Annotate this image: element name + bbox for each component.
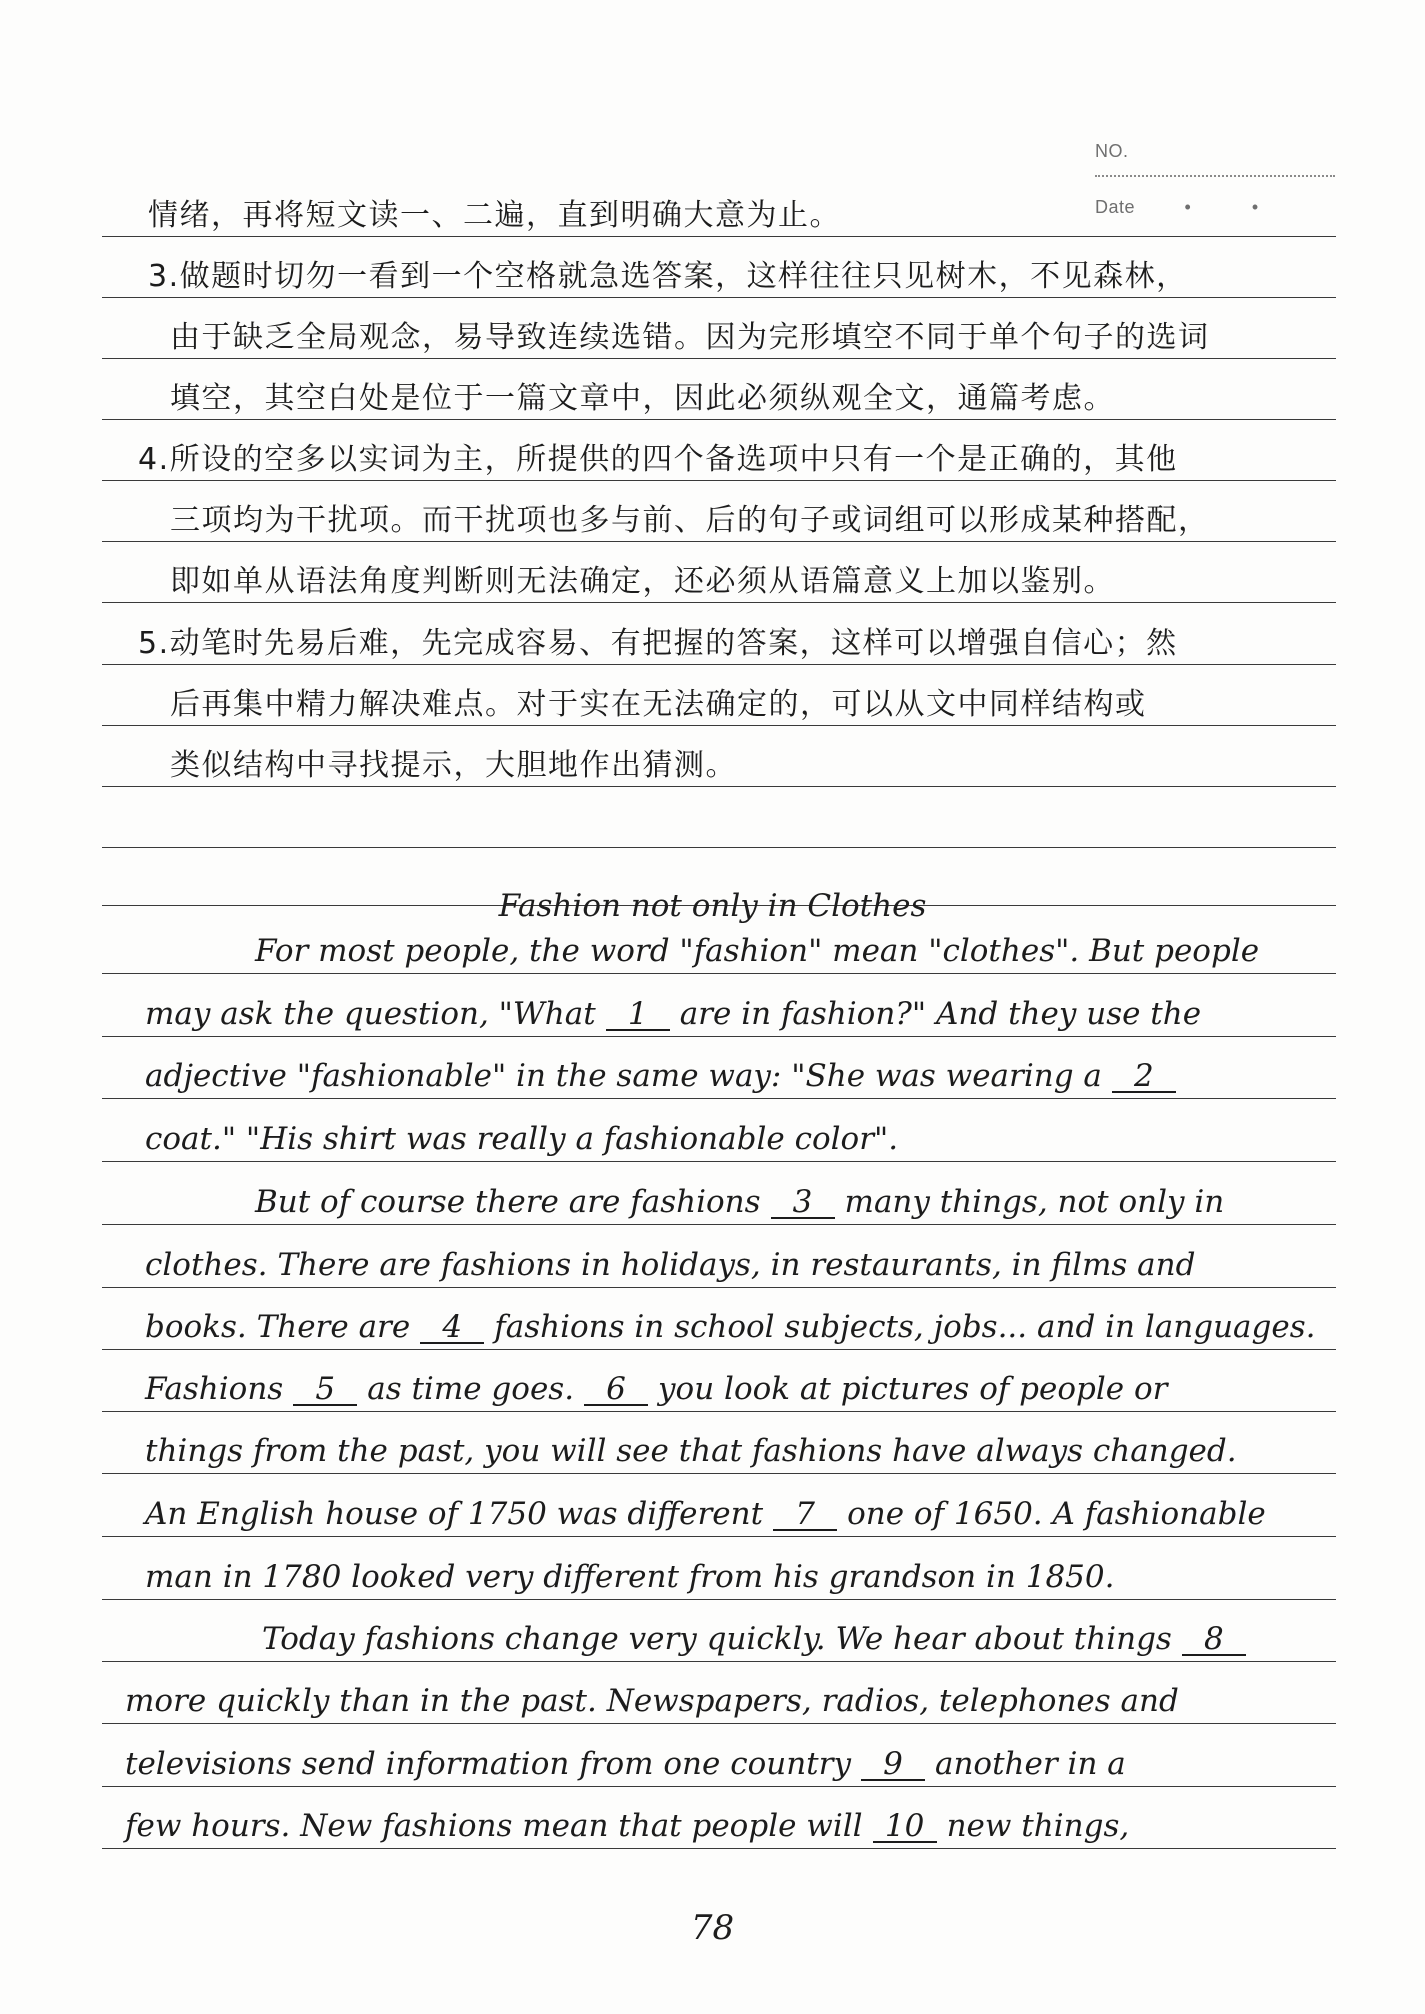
passage-line	[145, 1050, 1186, 1102]
number-field-label: NO.	[1095, 141, 1129, 161]
passage-text: one of 1650. A fashionable	[847, 1496, 1266, 1532]
passage-line	[145, 1301, 1315, 1353]
date-field-bullets: • •	[1184, 197, 1287, 217]
cloze-blank: 9	[861, 1749, 925, 1781]
passage-line	[145, 1551, 1114, 1603]
note-line: 3.做题时切勿一看到一个空格就急选答案，这样往往只见树木，不见森林，	[148, 259, 1188, 294]
date-field	[1095, 197, 1335, 218]
passage-text: new things,	[946, 1808, 1130, 1844]
passage-text: another in a	[934, 1746, 1126, 1782]
passage-line	[125, 1675, 1179, 1727]
passage-text: man in 1780 looked very different from his grandson in 1850.	[145, 1559, 1115, 1595]
note-line: 三项均为干扰项。而干扰项也多与前、后的句子或词组可以形成某种搭配，	[170, 503, 1210, 538]
passage-text: more quickly than in the past. Newspapers, radios, telephones and	[125, 1683, 1179, 1719]
cloze-blank: 2	[1112, 1061, 1176, 1093]
passage-text: few hours. New fashions mean that people will	[125, 1808, 863, 1844]
passage-text: things from the past, you will see that fashions have always changed.	[145, 1433, 1237, 1469]
passage-line	[262, 1613, 1256, 1665]
note-line: 由于缺乏全局观念，易导致连续选错。因为完形填空不同于单个句子的选词	[170, 320, 1210, 355]
cloze-blank: 4	[420, 1312, 484, 1344]
passage-text: are in fashion?" And they use the	[679, 996, 1202, 1032]
passage-line	[125, 1800, 1129, 1852]
cloze-blank: 5	[293, 1374, 357, 1406]
passage-line	[145, 988, 1201, 1040]
passage-line	[255, 925, 1259, 977]
passage-text: But of course there are fashions	[255, 1184, 761, 1220]
cloze-blank: 1	[606, 999, 670, 1031]
passage-line	[125, 1738, 1126, 1790]
passage-title: Fashion not only in Clothes	[498, 888, 927, 924]
cloze-blank: 7	[773, 1499, 837, 1531]
note-line: 填空，其空白处是位于一篇文章中，因此必须纵观全文，通篇考虑。	[170, 381, 1115, 416]
passage-text: televisions send information from one country	[125, 1746, 851, 1782]
passage-text: coat." "His shirt was really a fashionable color".	[145, 1121, 899, 1157]
passage-line	[145, 1113, 898, 1165]
passage-text: An English house of 1750 was different	[145, 1496, 764, 1532]
note-line: 情绪，再将短文读一、二遍，直到明确大意为止。	[148, 198, 841, 233]
passage-text: books. There are	[145, 1309, 411, 1345]
passage-line	[255, 1176, 1224, 1228]
note-line: 后再集中精力解决难点。对于实在无法确定的，可以从文中同样结构或	[170, 687, 1147, 722]
passage-line	[145, 1363, 1167, 1415]
passage-text: you look at pictures of people or	[658, 1371, 1168, 1407]
cloze-blank: 6	[584, 1374, 648, 1406]
passage-text: as time goes.	[367, 1371, 575, 1407]
date-field-label: Date	[1095, 197, 1136, 217]
passage-text: adjective "fashionable" in the same way: "She was wearing a	[145, 1058, 1102, 1094]
passage-line	[145, 1488, 1266, 1540]
passage-text: fashions in school subjects, jobs... and in languages.	[494, 1309, 1316, 1345]
note-line: 4.所设的空多以实词为主，所提供的四个备选项中只有一个是正确的，其他	[138, 442, 1178, 477]
passage-text: Fashions	[145, 1371, 284, 1407]
ruled-line	[102, 847, 1336, 848]
passage-text: For most people, the word "fashion" mean "clothes". But people	[255, 933, 1260, 969]
passage-text: Today fashions change very quickly. We hear about things	[262, 1621, 1172, 1657]
passage-text: many things, not only in	[844, 1184, 1225, 1220]
note-line: 5.动笔时先易后难，先完成容易、有把握的答案，这样可以增强自信心；然	[138, 626, 1178, 661]
cloze-blank: 3	[771, 1187, 835, 1219]
passage-line	[145, 1239, 1195, 1291]
passage-line	[145, 1425, 1237, 1477]
passage-text: clothes. There are fashions in holidays, in restaurants, in films and	[145, 1247, 1196, 1283]
passage-text: may ask the question, "What	[145, 996, 596, 1032]
cloze-blank: 8	[1182, 1624, 1246, 1656]
note-line: 即如单从语法角度判断则无法确定，还必须从语篇意义上加以鉴别。	[170, 564, 1115, 599]
page-number: 78	[690, 1908, 735, 1948]
cloze-blank: 10	[873, 1811, 937, 1843]
number-field-dotted-line	[1095, 175, 1335, 177]
note-line: 类似结构中寻找提示，大胆地作出猜测。	[170, 748, 737, 783]
